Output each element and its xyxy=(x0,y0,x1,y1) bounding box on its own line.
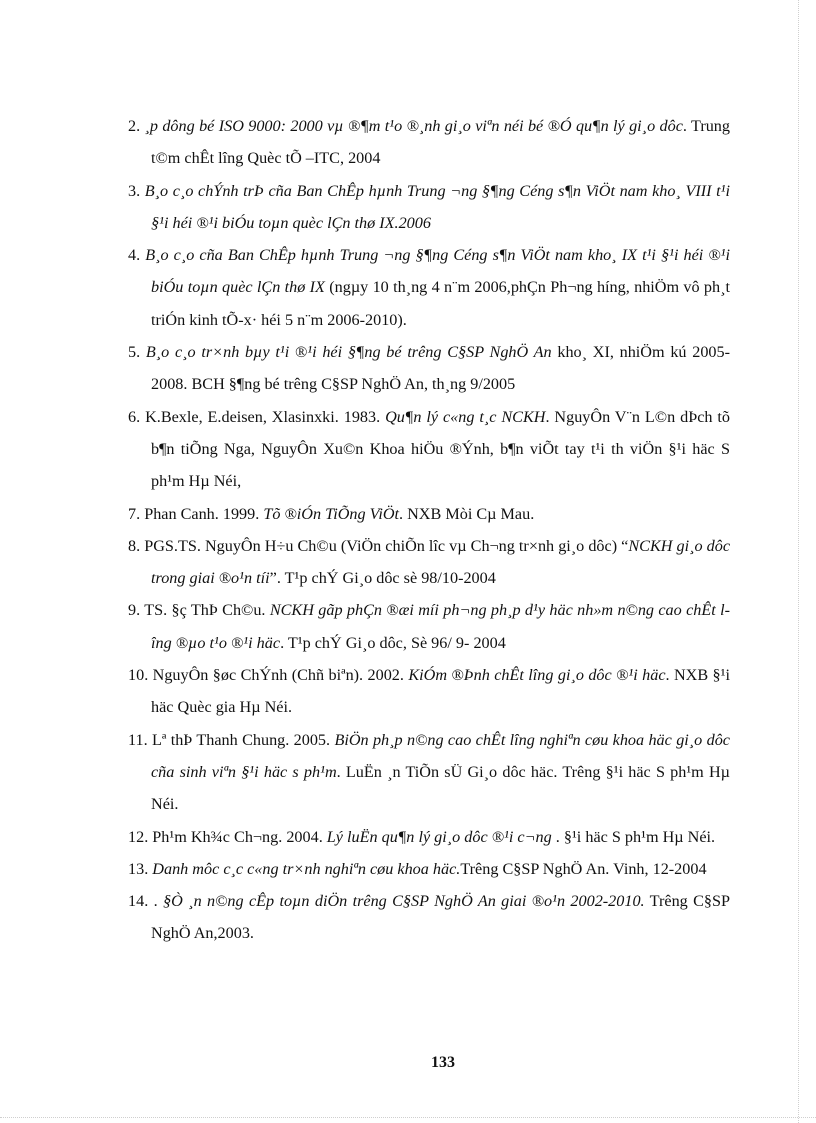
reference-item xyxy=(128,530,730,595)
reference-title: Danh môc c¸c c«ng tr×nh nghiªn cøu khoa häc. xyxy=(152,859,461,878)
reference-text: Lª thÞ Thanh Chung. 2005. xyxy=(152,730,335,749)
reference-title: B¸o c¸o chÝnh trÞ cña Ban ChÊp hµnh Trung ¬ng §¶ng Céng s¶n ViÖt nam kho¸ VIII t¹i §¹i héi ®¹i biÓu toµn quèc lÇn thø IX.2006 xyxy=(144,181,730,232)
reference-title: ¸p dông bé ISO 9000: 2000 vµ ®¶m t¹o ®¸nh gi¸o viªn néi bé ®Ó qu¶n lý gi¸o dôc xyxy=(144,117,683,135)
reference-item xyxy=(128,821,730,853)
reference-title: B¸o c¸o tr×nh bµy t¹i ®¹i héi §¶ng bé trêng C§SP NghÖ An xyxy=(145,343,552,362)
reference-item xyxy=(128,659,730,724)
reference-text: NguyÔn §øc ChÝnh (Chñ biªn). 2002. xyxy=(152,666,409,685)
reference-number: 2. xyxy=(128,117,145,135)
reference-text: . T¹p chÝ Gi¸o dôc, Sè 96/ 9- 2004 xyxy=(280,633,506,652)
reference-item xyxy=(128,110,730,175)
reference-text: . Trung t©m chÊt lîng Quèc tÕ –ITC, 2004 xyxy=(151,117,730,168)
reference-list xyxy=(128,110,730,950)
reference-title: Qu¶n lý c«ng t¸c NCKH xyxy=(385,407,546,426)
reference-number: 11. xyxy=(128,730,152,749)
reference-text: kho¸ XI, nhiÖm kú 2005-2008. BCH §¶ng bé trêng C§SP NghÖ An, th¸ng 9/2005 xyxy=(151,343,731,394)
reference-title: B¸o c¸o cña Ban ChÊp hµnh Trung ¬ng §¶ng Céng s¶n ViÖt nam kho¸ IX t¹i §¹i héi ®¹i biÓu toµn quèc lÇn thø IX xyxy=(145,246,730,297)
reference-title: NCKH gãp phÇn ®æi míi ph¬ng ph¸p d¹y häc nh»m n©ng cao chÊt lîng ®µo t¹o ®¹i häc xyxy=(151,601,730,652)
reference-text: . NXB Mòi Cµ Mau. xyxy=(399,504,535,523)
reference-item xyxy=(128,498,730,530)
reference-text: PGS.TS. NguyÔn H÷u Ch©u (ViÖn chiÕn lîc vµ Ch¬ng tr×nh gi¸o dôc) “ xyxy=(144,536,629,555)
page-number: 133 xyxy=(431,1054,455,1071)
reference-text: K.Bexle, E.deisen, Xlasinxki. 1983. xyxy=(145,407,386,426)
reference-item xyxy=(128,885,730,950)
reference-text: . xyxy=(153,892,164,911)
reference-number: 10. xyxy=(128,666,153,685)
reference-number: 14. xyxy=(128,892,154,911)
reference-number: 9. xyxy=(128,601,145,620)
reference-text: (ngµy 10 th¸ng 4 n¨m 2006,phÇn Ph¬ng híng, nhiÖm vô ph¸t triÓn kinh tÕ-x· héi 5 n¨m 2006-2010). xyxy=(151,278,730,329)
reference-text: Phan Canh. 1999. xyxy=(144,504,264,523)
reference-item xyxy=(128,175,730,240)
reference-text: . NXB §¹i häc Quèc gia Hµ Néi. xyxy=(151,666,731,717)
reference-title: NCKH gi¸o dôc trong giai ®o¹n tíi xyxy=(151,536,731,588)
reference-text: . §¹i häc S ph¹m Hµ Néi. xyxy=(551,827,716,846)
reference-text: Trêng C§SP NghÖ An. Vinh, 12-2004 xyxy=(460,859,707,878)
reference-title: BiÖn ph¸p n©ng cao chÊt lîng nghiªn cøu khoa häc gi¸o dôc cña sinh viªn §¹i häc s ph¹m xyxy=(151,730,730,781)
reference-number: 12. xyxy=(128,827,153,846)
reference-text: TS. §ç ThÞ Ch©u. xyxy=(144,601,270,620)
reference-title: §Ò ¸n n©ng cÊp toµn diÖn trêng C§SP NghÖ An giai ®o¹n 2002-2010. xyxy=(163,892,645,911)
reference-number: 13. xyxy=(128,859,153,878)
reference-number: 5. xyxy=(128,343,146,362)
reference-title: Lý luËn qu¶n lý gi¸o dôc ®¹i c¬ng xyxy=(326,827,552,846)
reference-number: 3. xyxy=(128,181,145,200)
reference-number: 8. xyxy=(128,536,145,555)
reference-number: 6. xyxy=(128,407,146,426)
reference-item xyxy=(128,336,730,401)
reference-text: Ph¹m Kh¾c Ch¬ng. 2004. xyxy=(152,827,327,846)
page-edge-bottom xyxy=(0,1117,816,1118)
page-edge-right xyxy=(798,0,799,1123)
reference-text: Trêng C§SP NghÖ An,2003. xyxy=(151,892,731,943)
reference-item xyxy=(128,401,730,498)
reference-number: 7. xyxy=(128,504,145,523)
reference-text: . NguyÔn V¨n L©n dÞch tõ b¶n tiÕng Nga, NguyÔn Xu©n Khoa hiÖu ®Ýnh, b¶n viÕt tay t¹i th viÖn §¹i häc S ph¹m Hµ Néi, xyxy=(151,407,730,491)
reference-item xyxy=(128,724,730,821)
reference-title: Tõ ®iÓn TiÕng ViÖt xyxy=(263,504,400,523)
reference-item xyxy=(128,239,730,336)
reference-number: 4. xyxy=(128,246,146,265)
reference-item xyxy=(128,853,730,885)
reference-text: . LuËn ¸n TiÕn sÜ Gi¸o dôc häc. Trêng §¹i häc S ph¹m Hµ Néi. xyxy=(151,762,730,814)
reference-text: ”. T¹p chÝ Gi¸o dôc sè 98/10-2004 xyxy=(269,569,496,588)
reference-item xyxy=(128,594,730,659)
reference-title: KiÓm ®Þnh chÊt lîng gi¸o dôc ®¹i häc xyxy=(408,666,666,685)
